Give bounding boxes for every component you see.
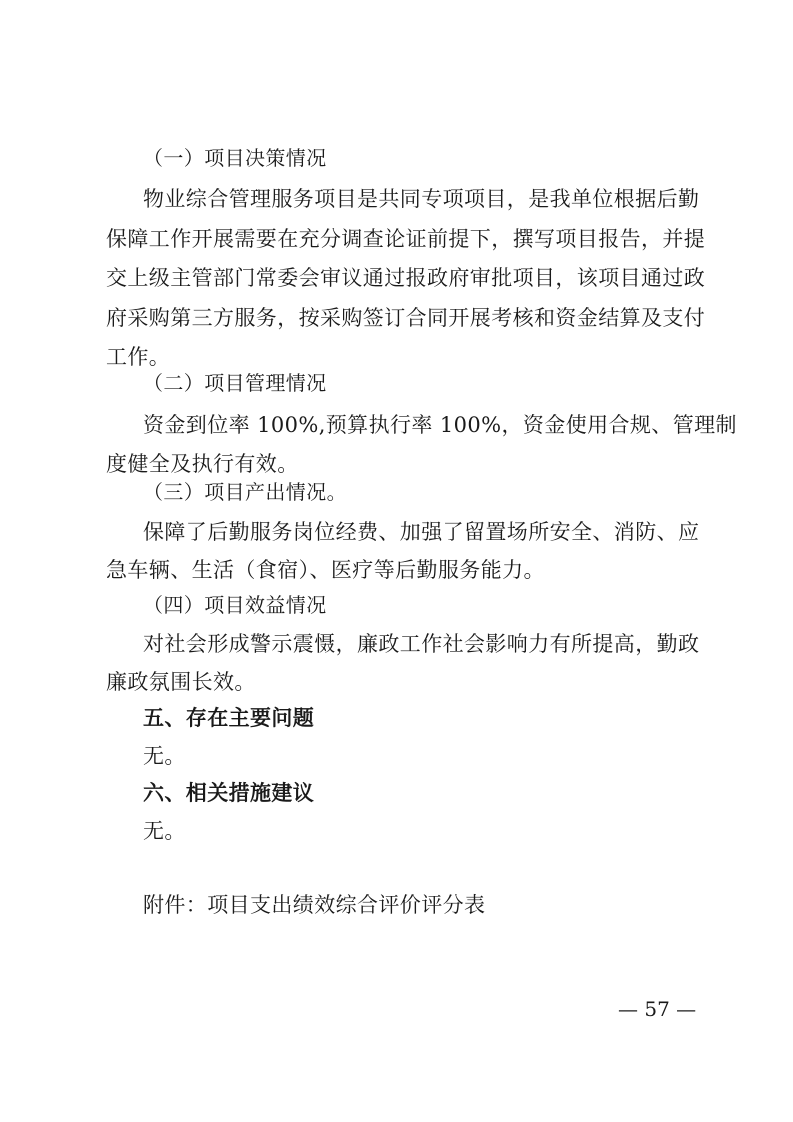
section-1-para-line-2: 保障工作开展需要在充分调查论证前提下，撰写项目报告，并提	[106, 227, 706, 251]
section-2-title: （二）项目管理情况	[143, 371, 327, 395]
section-1-para-line-5: 工作。	[106, 345, 171, 369]
section-4-para-line-1: 对社会形成警示震慑，廉政工作社会影响力有所提高，勤政	[143, 632, 700, 656]
section-2-para-line-2: 度健全及执行有效。	[106, 452, 299, 476]
section-5-content: 无。	[143, 744, 186, 768]
section-5-title: 五、存在主要问题	[143, 706, 315, 730]
section-1-para-line-1: 物业综合管理服务项目是共同专项项目，是我单位根据后勤	[143, 187, 700, 211]
section-1-para-line-4: 府采购第三方服务，按采购签订合同开展考核和资金结算及支付	[106, 306, 706, 330]
section-4-title: （四）项目效益情况	[143, 593, 327, 617]
section-6-title: 六、相关措施建议	[143, 781, 315, 805]
section-3-para-line-2: 急车辆、生活（食宿）、医疗等后勤服务能力。	[106, 558, 545, 582]
section-6-content: 无。	[143, 819, 186, 843]
section-3-title: （三）项目产出情况。	[143, 480, 347, 504]
page-number: — 57 —	[618, 997, 697, 1021]
attachment-note: 附件：项目支出绩效综合评价评分表	[143, 893, 486, 917]
section-1-para-line-3: 交上级主管部门常委会审议通过报政府审批项目，该项目通过政	[106, 266, 706, 290]
section-1-title: （一）项目决策情况	[143, 146, 327, 170]
section-3-para-line-1: 保障了后勤服务岗位经费、加强了留置场所安全、消防、应	[143, 520, 700, 544]
section-2-para-line-1: 资金到位率 100%,预算执行率 100%，资金使用合规、管理制	[143, 413, 737, 437]
section-4-para-line-2: 廉政氛围长效。	[106, 670, 256, 694]
